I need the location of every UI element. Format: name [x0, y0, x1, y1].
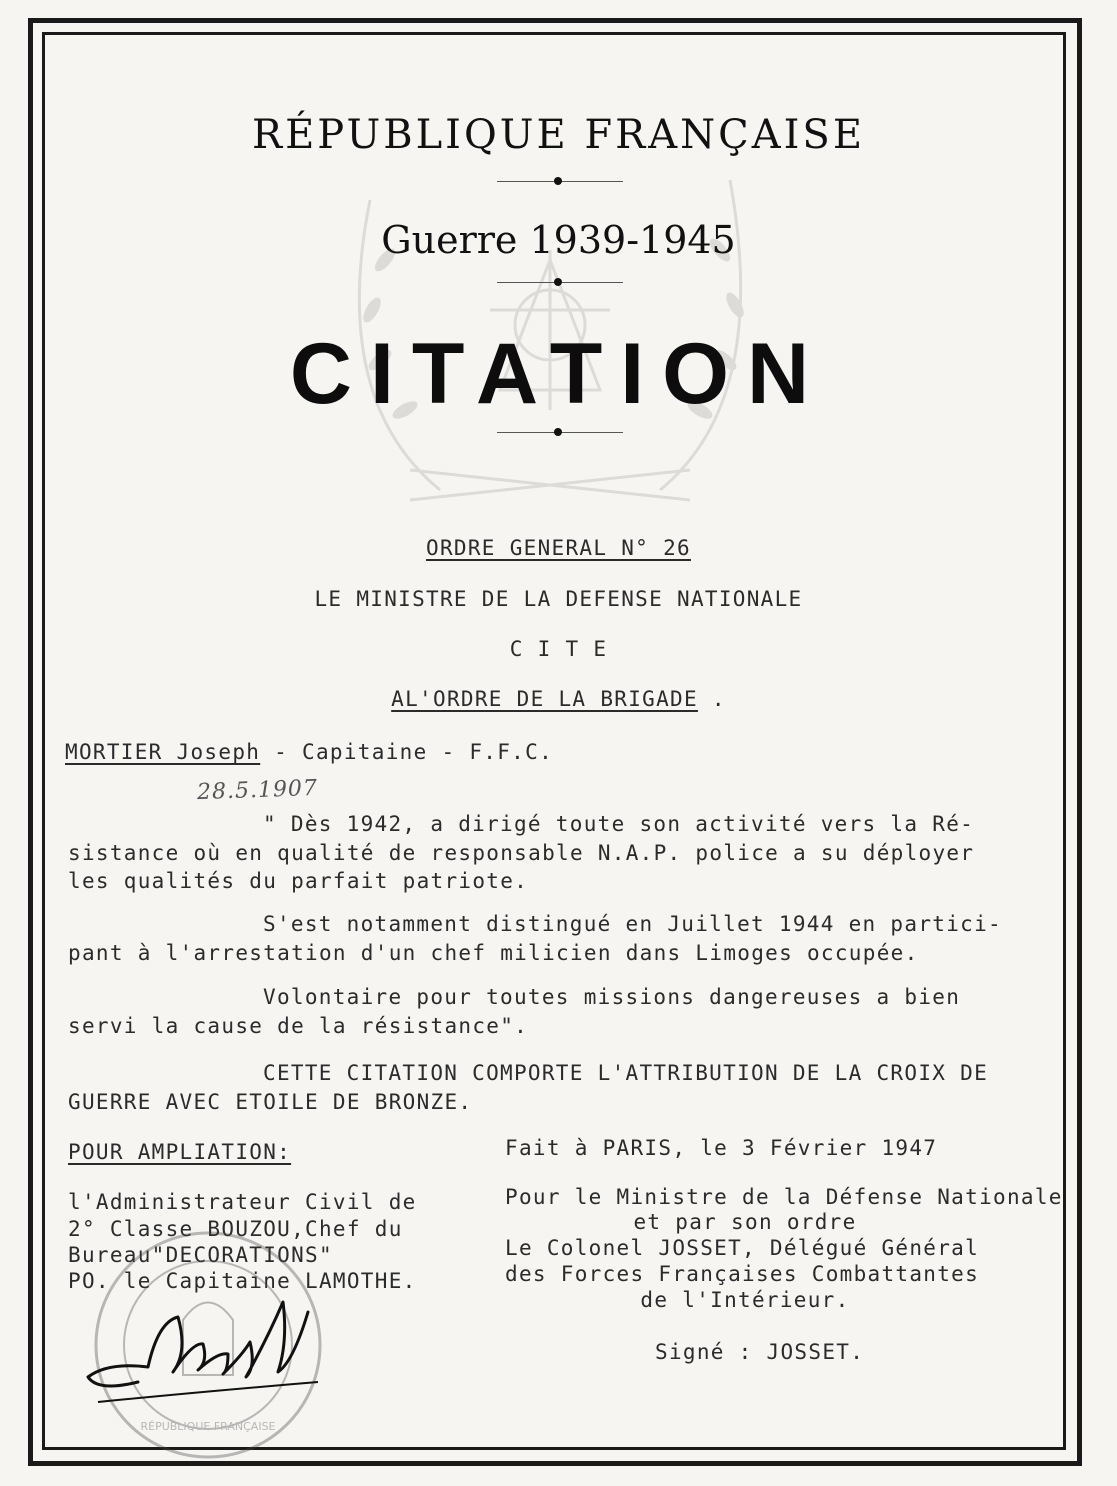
ampliation-line4: PO. le Capitaine LAMOTHE.	[68, 1269, 417, 1293]
issuer-line4: des Forces Françaises Combattantes	[505, 1262, 980, 1286]
ampliation-heading: POUR AMPLIATION:	[68, 1140, 292, 1164]
divider-top	[497, 181, 623, 182]
citation-title: CITATION	[289, 326, 828, 422]
recipient-name: MORTIER Joseph	[65, 740, 261, 764]
body-p2-line1: S'est notamment distingué en Juillet 1944 en partici-	[263, 912, 1002, 936]
body-p1-line3: les qualités du parfait patriote.	[68, 869, 529, 893]
recipient-line	[65, 740, 553, 764]
ampliation-line1: l'Administrateur Civil de	[68, 1190, 417, 1214]
brigade-order-mark: .	[711, 687, 726, 711]
body-p4-line1: CETTE CITATION COMPORTE L'ATTRIBUTION DE LA CROIX DE	[263, 1061, 989, 1085]
signed-line: Signé : JOSSET.	[655, 1340, 865, 1364]
recipient-rank: - Capitaine - F.F.C.	[260, 740, 554, 764]
cite-line: C I T E	[509, 637, 608, 661]
issuer-line1: Pour le Ministre de la Défense Nationale	[505, 1185, 1063, 1209]
brigade-order-line: AL'ORDRE DE LA BRIGADE	[391, 687, 698, 711]
issuer-line5: de l'Intérieur.	[640, 1288, 850, 1312]
order-number: ORDRE GENERAL N° 26	[426, 536, 691, 560]
divider-bottom	[497, 432, 623, 433]
ampliation-line3: Bureau"DECORATIONS"	[68, 1243, 333, 1267]
place-date: Fait à PARIS, le 3 Février 1947	[505, 1136, 938, 1160]
issuer-line2: et par son ordre	[633, 1210, 857, 1234]
republic-heading: RÉPUBLIQUE FRANÇAISE	[251, 112, 866, 158]
body-p3-line1: Volontaire pour toutes missions dangereuses a bien	[263, 985, 961, 1009]
body-p1-line1: " Dès 1942, a dirigé toute son activité vers la Ré-	[263, 812, 975, 836]
ampliation-line2: 2° Classe BOUZOU,Chef du	[68, 1217, 403, 1241]
minister-line: LE MINISTRE DE LA DEFENSE NATIONALE	[314, 587, 803, 611]
body-p2-line2: pant à l'arrestation d'un chef milicien dans Limoges occupée.	[68, 941, 919, 965]
handwritten-signature	[78, 1282, 328, 1412]
body-p1-line2: sistance où en qualité de responsable N.A.P. police a su déployer	[68, 841, 975, 865]
divider-middle	[497, 282, 623, 283]
stamp-text: RÉPUBLIQUE FRANÇAISE	[140, 1420, 276, 1433]
body-p4-line2: GUERRE AVEC ETOILE DE BRONZE.	[68, 1090, 473, 1114]
handwritten-birth-date: 28.5.1907	[196, 775, 319, 806]
war-period-heading: Guerre 1939-1945	[381, 218, 736, 262]
body-p3-line2: servi la cause de la résistance".	[68, 1014, 529, 1038]
issuer-line3: Le Colonel JOSSET, Délégué Général	[505, 1236, 980, 1260]
